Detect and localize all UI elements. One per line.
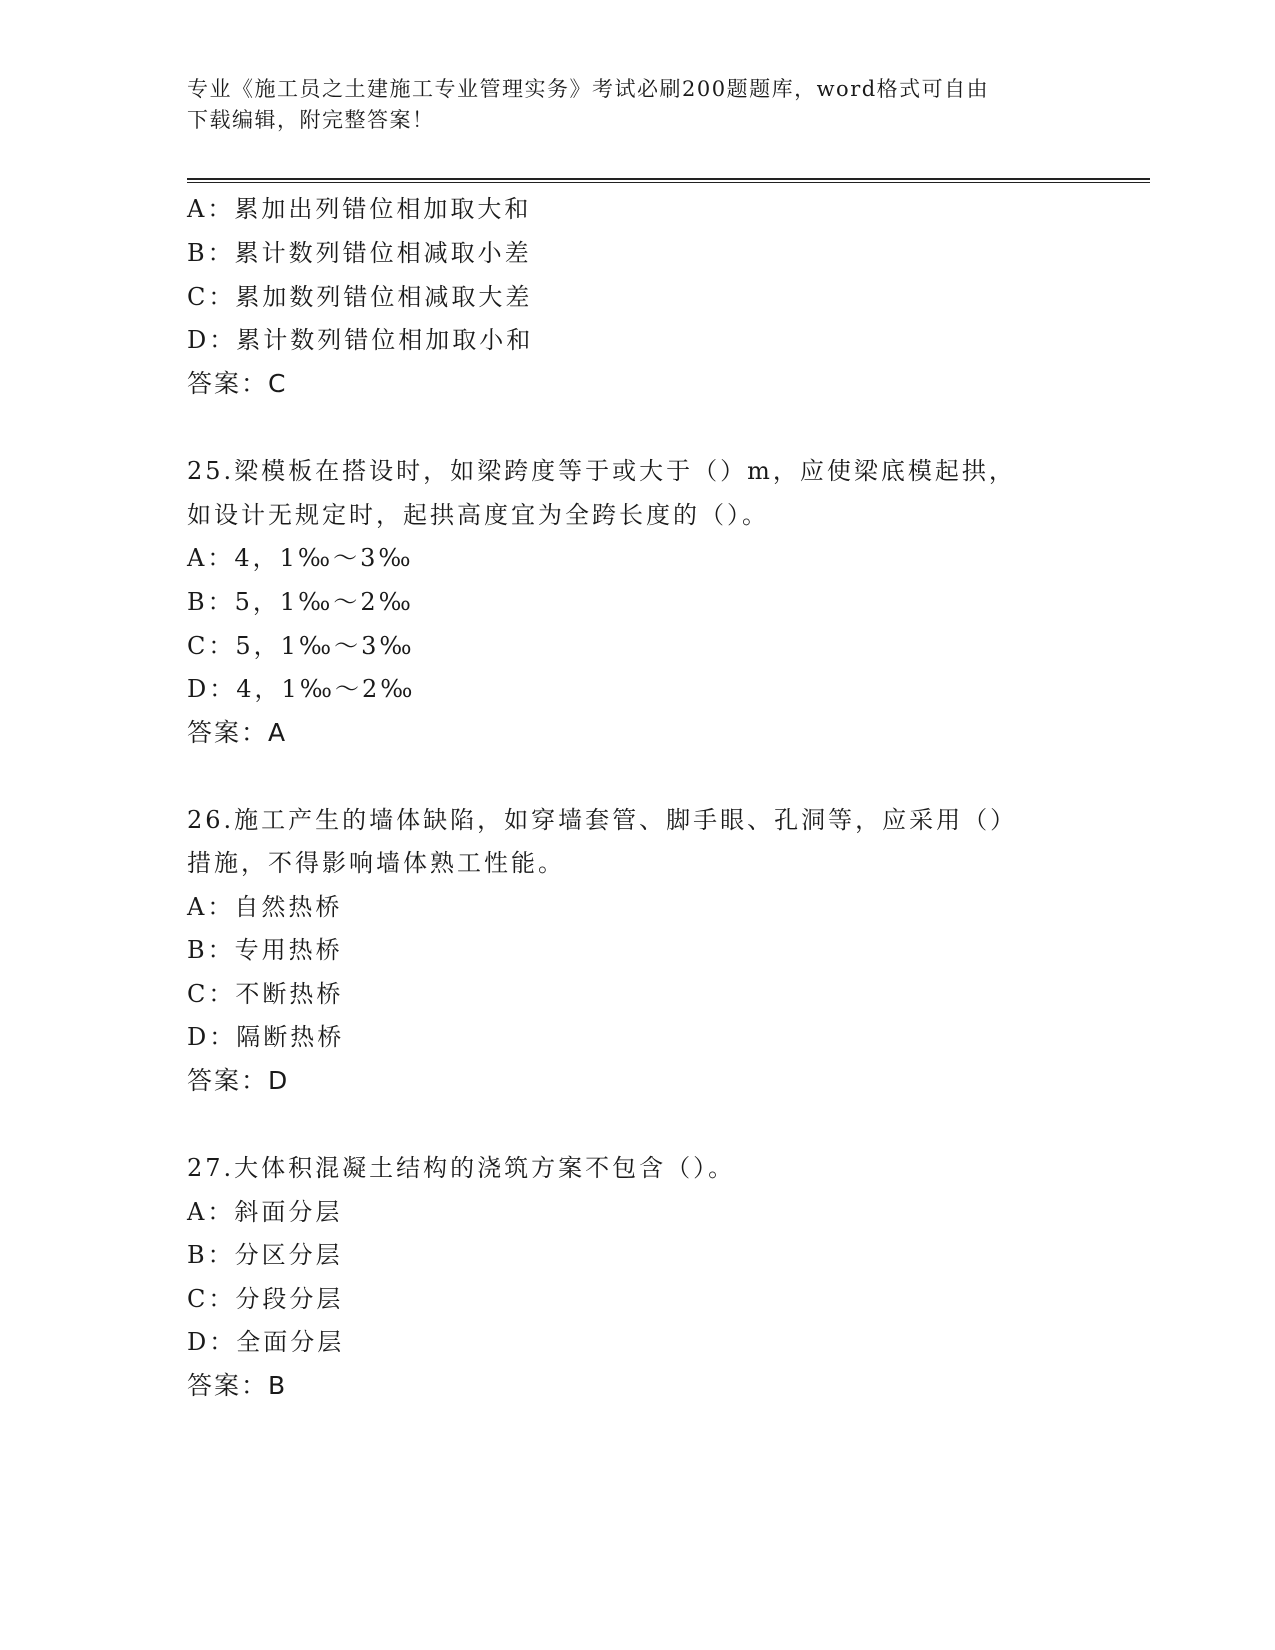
q27-option-c: C：分段分层 (187, 1285, 344, 1313)
q26-option-b: B：专用热桥 (187, 936, 343, 964)
q24-answer: 答案：C (187, 369, 288, 398)
q25-answer: 答案：A (187, 718, 288, 747)
q27-option-d: D：全面分层 (187, 1328, 345, 1356)
q26-stem-line-2: 措施，不得影响墙体熟工性能。 (187, 849, 565, 877)
header-divider-thin (187, 182, 1150, 183)
q24-option-c: C：累加数列错位相减取大差 (187, 283, 533, 311)
q25-option-d: D：4，1‰～2‰ (187, 675, 416, 703)
header-line-1: 专业《施工员之土建施工专业管理实务》考试必刷200题题库，word格式可自由 (187, 77, 990, 101)
q26-answer: 答案：D (187, 1066, 290, 1095)
header-divider-thick (187, 178, 1150, 180)
q26-option-c: C：不断热桥 (187, 980, 344, 1008)
header-line-2: 下载编辑，附完整答案！ (187, 108, 435, 132)
q25-stem-line-2: 如设计无规定时，起拱高度宜为全跨长度的（）。 (187, 501, 769, 529)
q25-stem-line-1: 25.梁模板在搭设时，如梁跨度等于或大于（）m，应使梁底模起拱， (187, 457, 1016, 485)
q26-stem-line-1: 26.施工产生的墙体缺陷，如穿墙套管、脚手眼、孔洞等，应采用（） (187, 806, 1018, 834)
q24-option-b: B：累计数列错位相减取小差 (187, 239, 532, 267)
q25-option-c: C：5，1‰～3‰ (187, 632, 415, 660)
q27-answer: 答案：B (187, 1371, 288, 1400)
q24-option-d: D：累计数列错位相加取小和 (187, 326, 534, 354)
q27-option-b: B：分区分层 (187, 1241, 343, 1269)
document-header (187, 74, 1087, 136)
q25-option-a: A：4，1‰～3‰ (187, 544, 414, 572)
q25-option-b: B：5，1‰～2‰ (187, 588, 414, 616)
q27-option-a: A：斜面分层 (187, 1198, 343, 1226)
q24-option-a: A：累加出列错位相加取大和 (187, 195, 532, 223)
q26-option-d: D：隔断热桥 (187, 1023, 345, 1051)
q26-option-a: A：自然热桥 (187, 893, 343, 921)
q27-stem-line-1: 27.大体积混凝土结构的浇筑方案不包含（）。 (187, 1154, 736, 1182)
